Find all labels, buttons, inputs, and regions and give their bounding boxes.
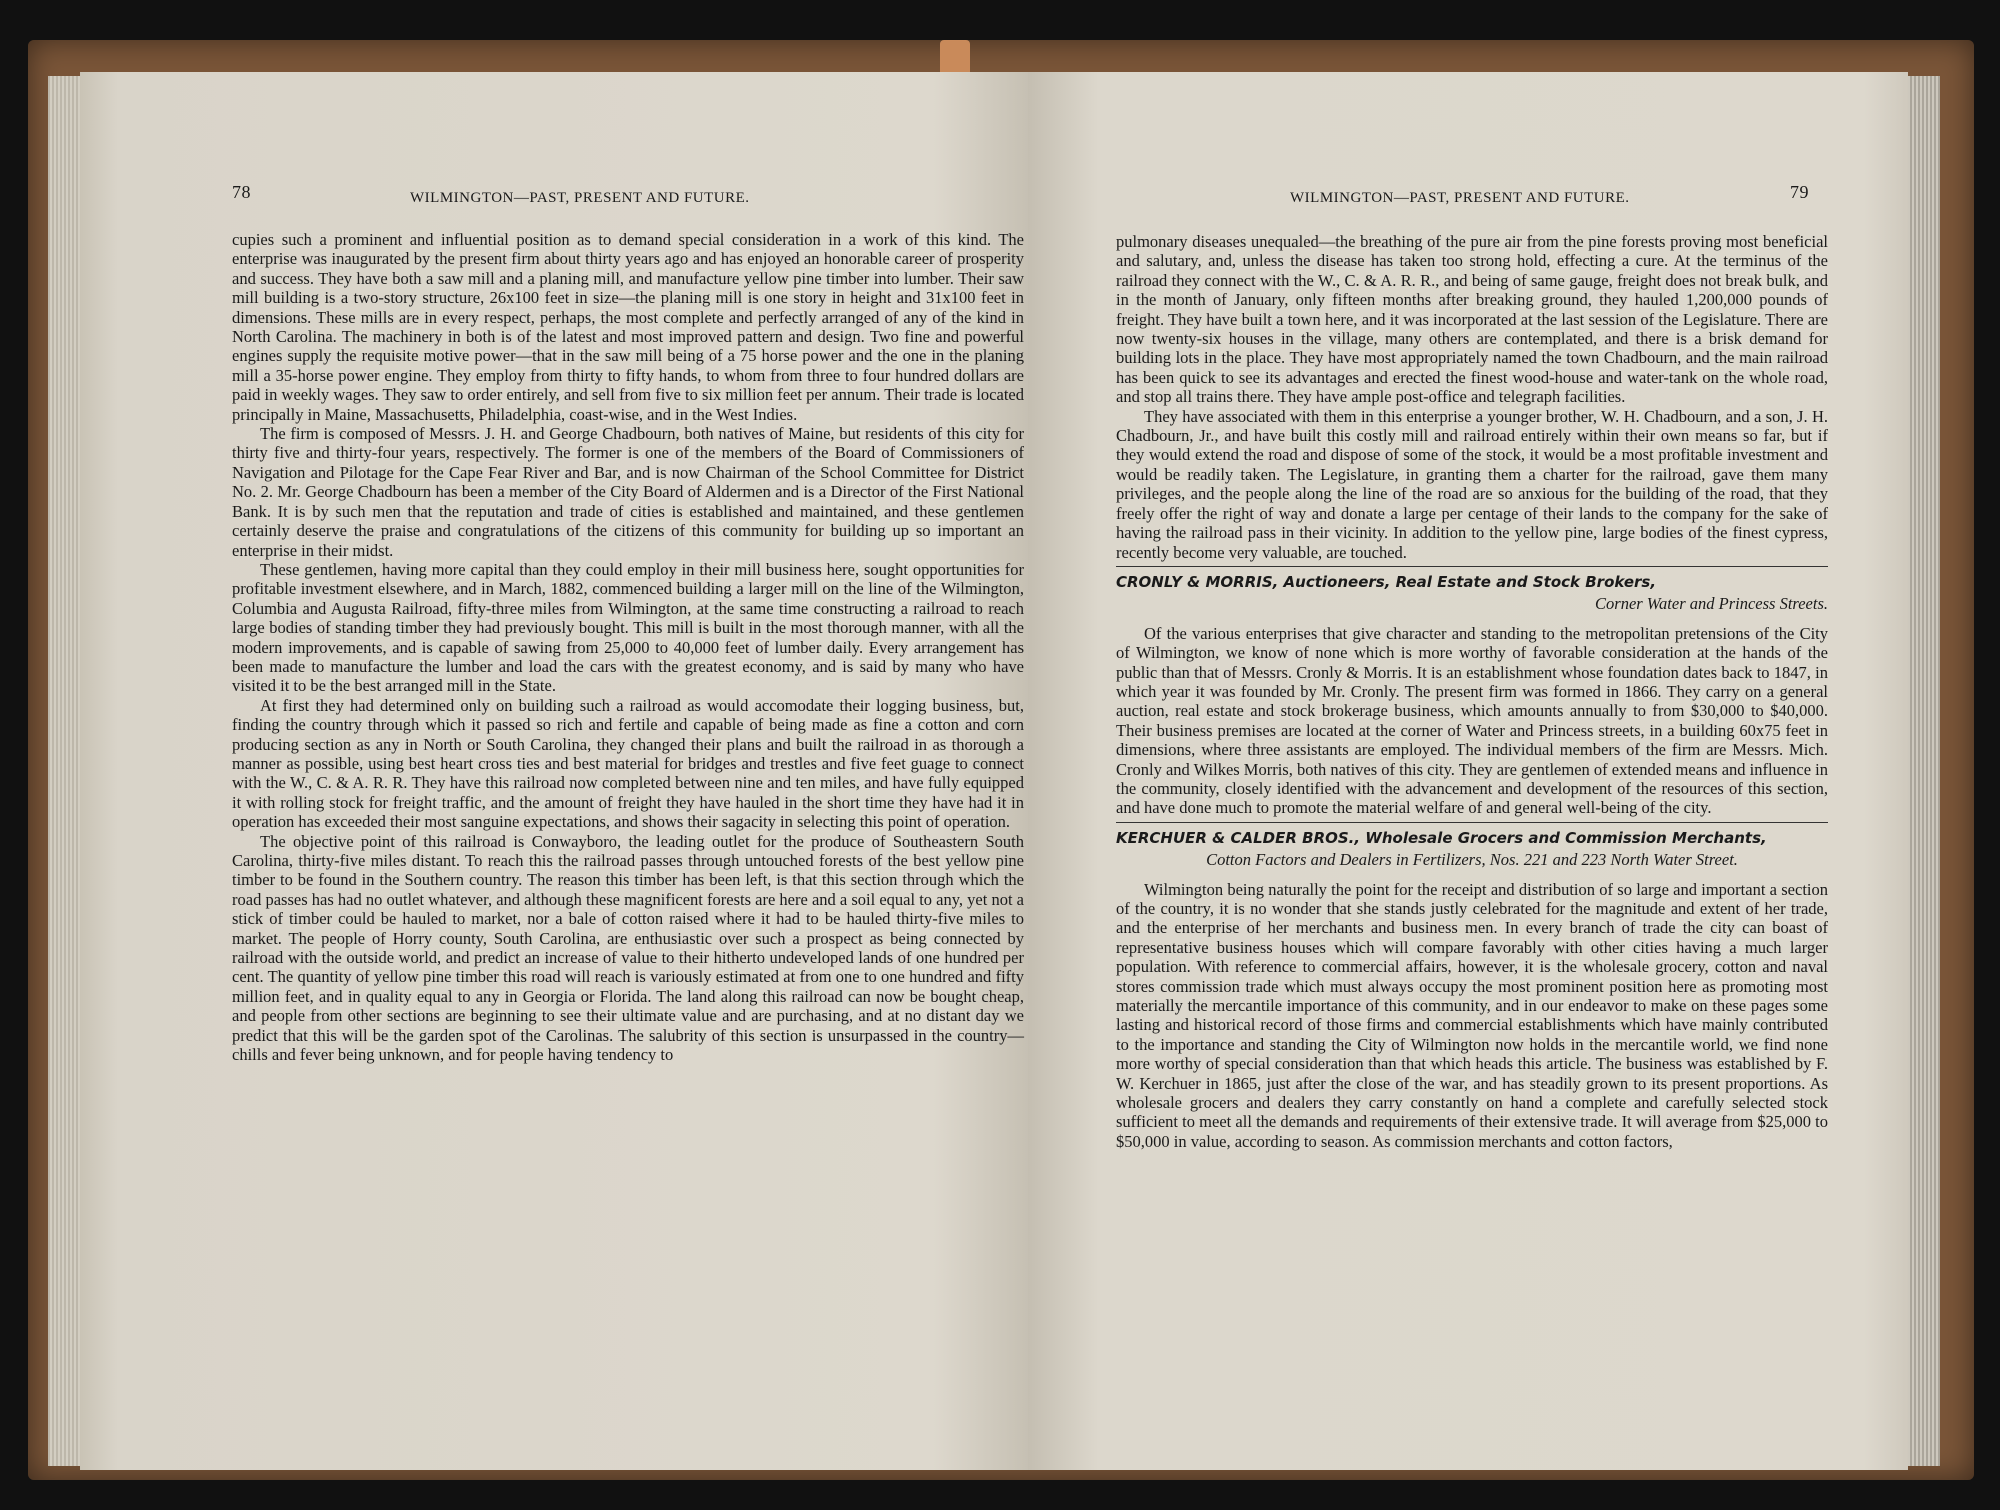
page-number: 79	[1790, 182, 1809, 202]
paragraph: They have associated with them in this enterprise a younger brother, W. H. Chadbourn, and a son, J. H. Chadbourn, Jr., and have built this costly mill and railroad entirely within their own means so far, but if they would extend the road and dispose of some of the stock, it would be a most profitable investment and would be readily taken. The Legislature, in granting them a charter for the railroad, gave them many privileges, and the people along the line of the road are so anxious for the building of the road, that they freely offer the right of way and donate a large per centage of their lands to the company for the sake of having the railroad pass in their vicinity. In addition to the yellow pine, large bodies of the finest cypress, recently become very valuable, are touched.	[1116, 406, 1828, 562]
right-page	[1028, 72, 1908, 1470]
page-number: 78	[232, 182, 251, 202]
paragraph: Of the various enterprises that give character and standing to the metropolitan pretensions of the City of Wilmington, we know of none which is more worthy of favorable consideration at the hands of the public than that of Messrs. Cronly & Morris. It is an establishment whose foundation dates back to 1847, in which year it was founded by Mr. Cronly. The present firm was formed in 1866. They carry on a general auction, real estate and stock brokerage business, which amounts annually to from $30,000 to $40,000. Their business premises are located at the corner of Water and Princess streets, in a building 60x75 feet in dimensions, where three assistants are employed. The individual members of the firm are Messrs. Mich. Cronly and Wilkes Morris, both natives of this city. They are gentlemen of extended means and influence in the community, closely identified with the advancement and development of the resources of this section, and have done much to promote the material welfare of and general well-being of the city.	[1116, 623, 1829, 818]
firm-address: Corner Water and Princess Streets.	[1595, 594, 1828, 614]
running-head: WILMINGTON—PAST, PRESENT AND FUTURE.	[410, 190, 750, 206]
paragraph: The objective point of this railroad is Conwayboro, the leading outlet for the produce of Southeastern South Carolina, thirty-five miles distant. To reach this the railroad passes through untouched forests of the best yellow pine timber to be found in the Southern country. The reason this timber has been left, is that this section through which the road passes has had no outlet whatever, and although these magnificent forests are here and a soil equal to any, yet not a stick of timber could be hauled to market, nor a bale of cotton raised where it had to be hauled thirty-five miles to market. The people of Horry county, South Carolina, are enthusiastic over such a prospect as being connected by railroad with the outside world, and predict an increase of value to their hitherto undeveloped lands of one hundred per cent. The quantity of yellow pine timber this road will reach is variously estimated at from one to one hundred and fifty million feet, and in quality equal to any in Georgia or Florida. The land along this railroad can now be bought cheap, and people from other sections are beginning to see their ultimate value and are purchasing, and at no distant day we predict that this will be the garden spot of the Carolinas. The salubrity of this section is unsurpassed in the country—chills and fever being unknown, and for people having tendency to	[232, 831, 1024, 1065]
paragraph: The firm is composed of Messrs. J. H. and George Chadbourn, both natives of Maine, but residents of this city for thirty five and thirty-four years, respectively. The former is one of the members of the Board of Commissioners of Navigation and Pilotage for the Cape Fear River and Bar, and is now Chairman of the School Committee for District No. 2. Mr. George Chadbourn has been a member of the City Board of Aldermen and is a Director of the First National Bank. It is by such men that the reputation and trade of cities is established and maintained, and these gentlemen certainly deserve the praise and congratulations of the citizens of this community for building up so important an enterprise in their midst.	[232, 424, 1024, 560]
left-page	[80, 72, 1028, 1470]
right-page-edges	[1906, 76, 1940, 1466]
firm-heading: CRONLY & MORRIS, Auctioneers, Real Estate and Stock Brokers,	[1116, 572, 1657, 591]
paragraph: cupies such a prominent and influential position as to demand special consideration in a work of this kind. The enterprise was inaugurated by the present firm about thirty years ago and has enjoyed an honorable career of prosperity and success. They have both a saw mill and a planing mill, and manufacture yellow pine timber into lumber. Their saw mill building is a two-story structure, 26x100 feet in size—the planing mill is one story in height and 31x100 feet in dimensions. These mills are in every respect, perhaps, the most complete and perfectly arranged of any of the kind in North Carolina. The machinery in both is of the latest and most improved pattern and design. Two fine and powerful engines supply the requisite motive power—that in the saw mill being of a 75 horse power and the one in the planing mill a 35-horse power engine. They employ from thirty to fifty hands, to whom from three to four hundred dollars are paid in weekly wages. They saw to order entirely, and sell from five to six million feet per annum. Their trade is located principally in Maine, Massachusetts, Philadelphia, coast-wise, and in the West Indies.	[232, 230, 1024, 424]
paragraph: At first they had determined only on building such a railroad as would accomodate their logging business, but, finding the country through which it passed so rich and fertile and capable of being made as fine a cotton and corn producing section as any in North or South Carolina, they changed their plans and built the railroad in as thorough a manner as possible, using best heart cross ties and best material for bridges and trestles and five feet guage to connect with the W., C. & A. R. R. They have this railroad now completed between nine and ten miles, and have fully equipped it with rolling stock for freight traffic, and the amount of freight they have hauled in the short time they have had it in operation has exceeded their most sanguine expectations, and shows their sagacity in selecting this point of operation.	[232, 695, 1024, 832]
left-page-edges	[48, 76, 84, 1466]
right-page-body	[1116, 232, 1828, 1151]
left-page-body	[232, 230, 1024, 1064]
section-divider	[1116, 822, 1828, 823]
paragraph: pulmonary diseases unequaled—the breathing of the pure air from the pine forests proving most beneficial and salutary, and, unless the disease has taken too strong hold, effecting a cure. At the terminus of the railroad they connect with the W., C. & A. R. R., and being of same gauge, freight does not break bulk, and in the month of January, only fifteen months after breaking ground, they hauled 1,200,000 pounds of freight. They have built a town here, and it was incorporated at the last session of the Legislature. There are now twenty-six houses in the village, many others are contemplated, and there is a brisk demand for building lots in the place. They have most appropriately named the town Chadbourn, and the main railroad has been quick to see its advantages and erected the finest wood-house and water-tank on the whole road, and stop all trains there. They have ample post-office and telegraph facilities.	[1116, 232, 1828, 407]
paragraph: Wilmington being naturally the point for the receipt and distribution of so large and important a section of the country, it is no wonder that she stands justly celebrated for the magnitude and extent of her trade, and the enterprise of her merchants and business men. In every branch of trade the city can boast of representative business houses which will compare favorably with other cities having a much larger population. With reference to commercial affairs, however, it is the wholesale grocery, cotton and naval stores commission trade which must always occupy the most prominent position here as promoting most materially the mercantile importance of this community, and in our endeavor to make on these pages some lasting and historical record of those firms and commercial establishments which have mainly contributed to the importance and standing the City of Wilmington now holds in the mercantile world, we find none more worthy of special consideration than that which heads this article. The business was established by F. W. Kerchuer in 1865, just after the close of the war, and has steadily grown to its present proportions. As wholesale grocers and dealers they carry constantly on hand a complete and carefully selected stock sufficient to meet all the demands and requirements of their extensive trade. It will average from $25,000 to $50,000 in value, according to season. As commission merchants and cotton factors,	[1116, 879, 1828, 1151]
firm-heading: KERCHUER & CALDER BROS., Wholesale Grocers and Commission Merchants,	[1116, 828, 1767, 847]
section-divider	[1116, 566, 1828, 567]
paragraph: These gentlemen, having more capital than they could employ in their mill business here, sought opportunities for profitable investment elsewhere, and in March, 1882, commenced building a larger mill on the line of the Wilmington, Columbia and Augusta Railroad, fifty-three miles from Wilmington, at the same time constructing a railroad to reach large bodies of standing timber they had previously bought. This mill is built in the most thorough manner, with all the modern improvements, and is capable of sawing from 25,000 to 40,000 feet of lumber daily. Every arrangement has been made to manufacture the lumber and load the cars with the greatest economy, and is said by many who have visited it to be the best arranged mill in the State.	[232, 559, 1024, 696]
firm-address: Cotton Factors and Dealers in Fertilizers, Nos. 221 and 223 North Water Street.	[1206, 850, 1738, 870]
running-head: WILMINGTON—PAST, PRESENT AND FUTURE.	[1290, 190, 1630, 206]
